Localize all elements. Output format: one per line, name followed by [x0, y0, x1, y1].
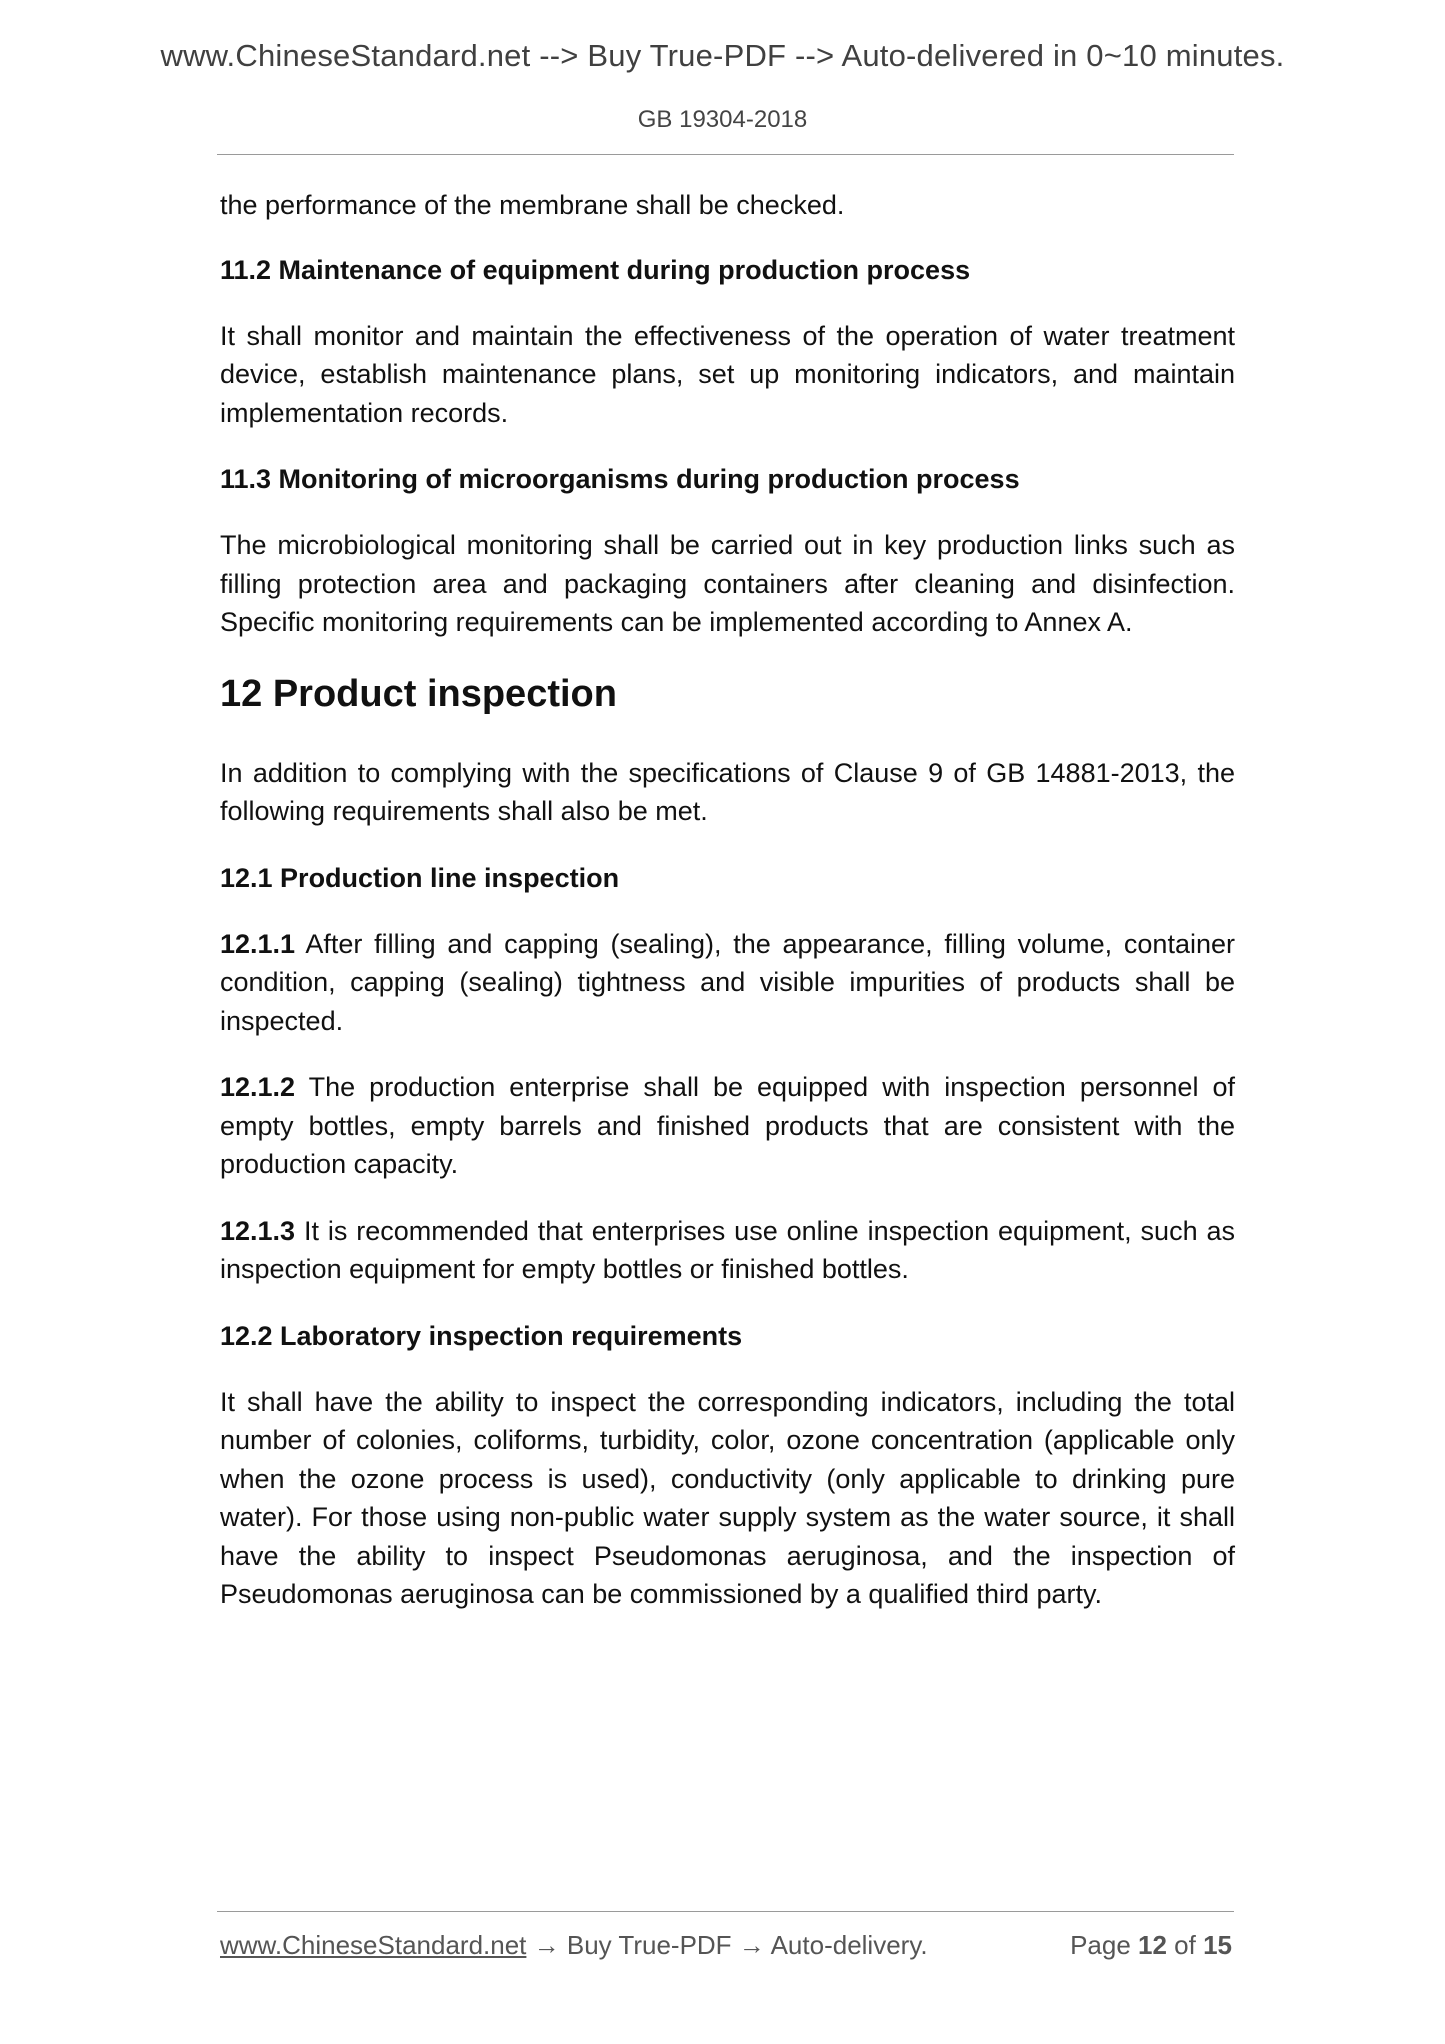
clause-number-12-1-2: 12.1.2	[220, 1072, 296, 1102]
heading-12: 12 Product inspection	[220, 672, 617, 715]
page-number	[1070, 1930, 1232, 1961]
footer-delivery-text: Auto-delivery.	[770, 1930, 928, 1960]
document-body	[220, 186, 1235, 1642]
paragraph-11-3: The microbiological monitoring shall be carried out in key production links such as filling protection area and packaging containers after cleaning and disinfection. Specific monitoring requirements can be implemented according to Annex A.	[220, 530, 1235, 637]
total-pages: 15	[1203, 1930, 1232, 1960]
clause-number-12-1-1: 12.1.1	[220, 928, 296, 959]
footer-site-link[interactable]: www.ChineseStandard.net	[220, 1930, 527, 1960]
of-label: of	[1166, 1930, 1204, 1960]
paragraph-12-1-3	[220, 1212, 1235, 1289]
paragraph-11-2: It shall monitor and maintain the effectiveness of the operation of water treatment device, establish maintenance plans, set up monitoring indicators, and maintain implementation records.	[220, 320, 1235, 428]
clause-number-12-1-3: 12.1.3	[220, 1215, 296, 1246]
footer-buy-text: Buy True-PDF	[566, 1930, 732, 1960]
page-label: Page	[1070, 1930, 1139, 1960]
paragraph-12-2: It shall have the ability to inspect the corresponding indicators, including the total number of colonies, coliforms, turbidity, color, ozone concentration (applicable only when the ozone process is used), conductivity (only applicable to drinking pure water). For those using non-public water supply system as the water source, it shall have the ability to inspect Pseudomonas aeruginosa, and the inspection of Pseudomonas aeruginosa can be commissioned by a qualified third party.	[220, 1386, 1235, 1609]
arrow-right-icon: →	[731, 1930, 771, 1960]
footer-promo	[220, 1930, 928, 1961]
site-banner: www.ChineseStandard.net --> Buy True-PDF --> Auto-delivered in 0~10 minutes.	[160, 38, 1285, 73]
heading-12-1: 12.1 Production line inspection	[220, 862, 620, 893]
paragraph-12: In addition to complying with the specifications of Clause 9 of GB 14881-2013, the following requirements shall also be met.	[220, 757, 1235, 826]
standard-code: GB 19304-2018	[637, 106, 808, 133]
heading-12-2: 12.2 Laboratory inspection requirements	[220, 1320, 743, 1351]
arrow-right-icon: →	[526, 1930, 567, 1960]
paragraph-intro: the performance of the membrane shall be checked.	[220, 190, 845, 220]
clause-text-12-1-1: After filling and capping (sealing), the appearance, filling volume, container condition, capping (sealing) tightness and visible impurities of products shall be inspected.	[220, 928, 1235, 1036]
clause-text-12-1-2: The production enterprise shall be equipped with inspection personnel of empty bottles, empty barrels and finished products that are consistent with the production capacity.	[220, 1072, 1235, 1179]
paragraph-12-1-1	[220, 925, 1235, 1041]
current-page: 12	[1138, 1930, 1167, 1960]
heading-11-2: 11.2 Maintenance of equipment during production process	[220, 254, 971, 285]
header-divider	[217, 154, 1234, 155]
paragraph-12-1-2	[220, 1068, 1235, 1184]
heading-11-3: 11.3 Monitoring of microorganisms during production process	[220, 464, 1020, 494]
clause-text-12-1-3: It is recommended that enterprises use online inspection equipment, such as inspection equipment for empty bottles or finished bottles.	[220, 1215, 1235, 1284]
footer-divider	[217, 1911, 1234, 1912]
